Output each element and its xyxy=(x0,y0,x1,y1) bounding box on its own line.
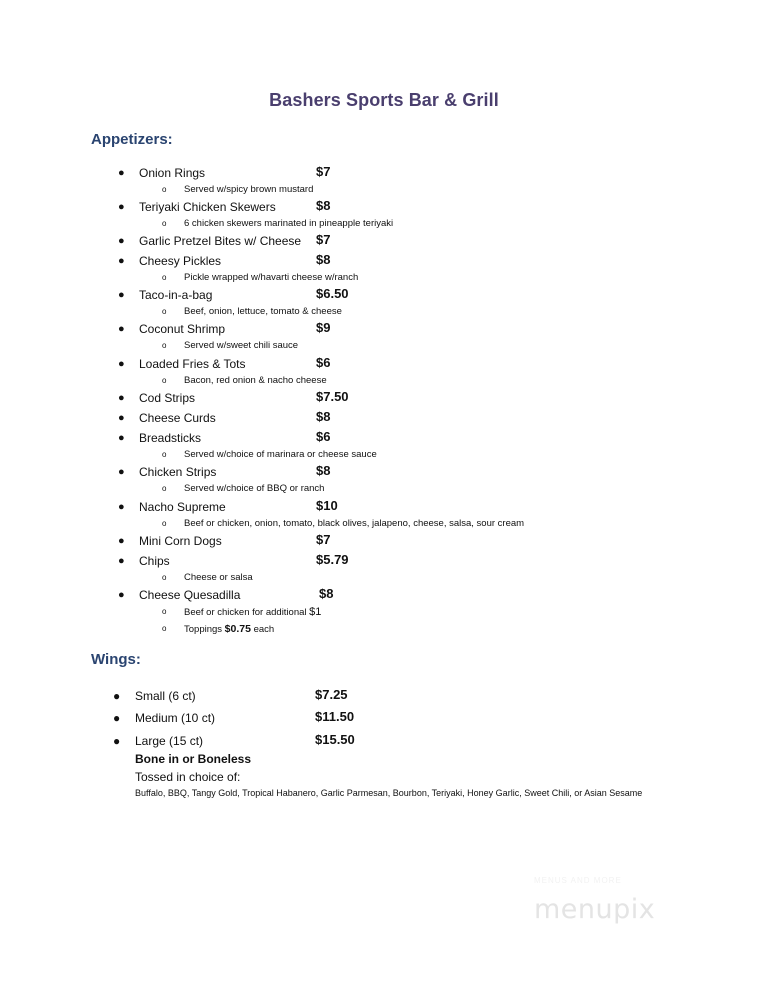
bullet-icon: ● xyxy=(118,392,125,404)
item-name: Cod Strips xyxy=(139,391,196,405)
item-name: Mini Corn Dogs xyxy=(139,534,222,548)
item-name: Cheesy Pickles xyxy=(139,254,222,268)
bullet-icon: ● xyxy=(118,412,125,424)
menu-item xyxy=(118,166,538,184)
topping-price: $0.75 xyxy=(224,623,251,635)
wing-flavors: Buffalo, BBQ, Tangy Gold, Tropical Habanero, Garlic Parmesan, Bourbon, Teriyaki, Honey Garlic, Sweet Chili, or Asian Sesame xyxy=(135,788,643,798)
bullet-icon: ● xyxy=(118,432,125,444)
item-note-text: Pickle wrapped w/havarti cheese w/ranch xyxy=(184,272,359,283)
item-price: $6 xyxy=(316,355,331,370)
item-name: Garlic Pretzel Bites w/ Cheese xyxy=(139,234,302,248)
item-note xyxy=(162,272,582,286)
menu-item xyxy=(118,357,538,375)
item-name: Breadsticks xyxy=(139,431,202,445)
item-name: Coconut Shrimp xyxy=(139,322,226,336)
item-note xyxy=(162,518,582,532)
item-price: $8 xyxy=(316,409,331,424)
menu-item xyxy=(118,288,538,306)
item-note-text: Served w/choice of marinara or cheese sauce xyxy=(184,449,377,460)
menu-item xyxy=(118,391,538,409)
bullet-icon: ● xyxy=(113,711,121,725)
item-note xyxy=(162,184,582,198)
item-note xyxy=(162,375,582,389)
wing-size xyxy=(113,734,533,752)
item-note-text xyxy=(184,606,321,618)
wings-heading: Wings: xyxy=(91,651,141,668)
item-price: $10 xyxy=(316,498,338,513)
sub-bullet-icon: o xyxy=(162,219,167,228)
item-note-text: Bacon, red onion & nacho cheese xyxy=(184,375,327,386)
item-price: $9 xyxy=(316,320,331,335)
item-name: Chips xyxy=(139,554,170,568)
bullet-icon: ● xyxy=(113,689,121,703)
bullet-icon: ● xyxy=(118,535,125,547)
wing-size-price: $15.50 xyxy=(315,732,355,747)
item-note xyxy=(162,572,582,586)
tossed-note: Tossed in choice of: xyxy=(135,770,241,784)
item-note-text: Served w/choice of BBQ or ranch xyxy=(184,483,325,494)
sub-bullet-icon: o xyxy=(162,185,167,194)
item-note-text: Served w/spicy brown mustard xyxy=(184,184,314,195)
item-note xyxy=(162,218,582,232)
item-price: $6 xyxy=(316,429,331,444)
wing-size-price: $11.50 xyxy=(315,709,355,724)
watermark-tagline: MENUS AND MORE xyxy=(534,876,622,885)
bone-option-note: Bone in or Boneless xyxy=(135,752,252,766)
bullet-icon: ● xyxy=(118,466,125,478)
addon-price: $1 xyxy=(309,606,322,618)
topping-suffix: each xyxy=(253,624,275,635)
item-name: Teriyaki Chicken Skewers xyxy=(139,200,276,214)
sub-bullet-icon: o xyxy=(162,519,167,528)
wing-size-name: Large (15 ct) xyxy=(135,734,204,748)
sub-bullet-icon: o xyxy=(162,376,167,385)
sub-bullet-icon: o xyxy=(162,450,167,459)
bullet-icon: ● xyxy=(118,555,125,567)
menu-item xyxy=(118,588,538,606)
item-name: Chicken Strips xyxy=(139,465,217,479)
bullet-icon: ● xyxy=(118,589,125,601)
bullet-icon: ● xyxy=(118,167,125,179)
item-price: $8 xyxy=(319,586,334,601)
item-price: $7 xyxy=(316,532,331,547)
sub-bullet-icon: o xyxy=(162,484,167,493)
item-note-text: Cheese or salsa xyxy=(184,572,253,583)
bullet-icon: ● xyxy=(118,235,125,247)
item-price: $8 xyxy=(316,252,331,267)
item-price: $6.50 xyxy=(316,286,349,301)
topping-label: Toppings xyxy=(184,624,223,635)
item-note-text: Served w/sweet chili sauce xyxy=(184,340,299,351)
appetizers-heading: Appetizers: xyxy=(91,131,173,148)
bullet-icon: ● xyxy=(118,501,125,513)
item-name: Onion Rings xyxy=(139,166,206,180)
item-note-text: 6 chicken skewers marinated in pineapple teriyaki xyxy=(184,218,394,229)
item-price: $8 xyxy=(316,463,331,478)
item-name: Loaded Fries & Tots xyxy=(139,357,246,371)
menu-item xyxy=(118,534,538,552)
bullet-icon: ● xyxy=(118,358,125,370)
item-name: Taco-in-a-bag xyxy=(139,288,213,302)
menu-item xyxy=(118,500,538,518)
item-name: Cheese Quesadilla xyxy=(139,588,241,602)
item-note xyxy=(162,606,582,620)
bullet-icon: ● xyxy=(118,323,125,335)
sub-bullet-icon: o xyxy=(162,573,167,582)
wing-size-name: Small (6 ct) xyxy=(135,689,196,703)
watermark-logo: menupix xyxy=(534,894,656,925)
item-price: $5.79 xyxy=(316,552,349,567)
wing-size xyxy=(113,711,533,729)
sub-bullet-icon: o xyxy=(162,307,167,316)
sub-bullet-icon: o xyxy=(162,341,167,350)
bullet-icon: ● xyxy=(118,255,125,267)
wing-size xyxy=(113,689,533,707)
item-note xyxy=(162,449,582,463)
item-name: Nacho Supreme xyxy=(139,500,226,514)
menu-item xyxy=(118,322,538,340)
menu-item xyxy=(118,234,538,252)
item-price: $7 xyxy=(316,164,331,179)
menu-item xyxy=(118,554,538,572)
item-name: Cheese Curds xyxy=(139,411,216,425)
menu-item xyxy=(118,411,538,429)
page-title: Bashers Sports Bar & Grill xyxy=(269,90,499,110)
bullet-icon: ● xyxy=(113,734,121,748)
menu-item xyxy=(118,254,538,272)
item-price: $7 xyxy=(316,232,331,247)
menu-item xyxy=(118,200,538,218)
item-note-text: Beef, onion, lettuce, tomato & cheese xyxy=(184,306,342,317)
watermark xyxy=(528,870,688,940)
item-price: $7.50 xyxy=(316,389,349,404)
addon-label: Beef or chicken for additional xyxy=(184,607,307,618)
sub-bullet-icon: o xyxy=(162,607,167,616)
item-note xyxy=(162,306,582,320)
wing-size-name: Medium (10 ct) xyxy=(135,711,216,725)
item-note-text xyxy=(184,623,274,635)
menu-item xyxy=(118,431,538,449)
item-note xyxy=(162,340,582,354)
item-note xyxy=(162,483,582,497)
sub-bullet-icon: o xyxy=(162,273,167,282)
wing-size-price: $7.25 xyxy=(315,687,348,702)
item-note xyxy=(162,623,582,637)
item-note-text: Beef or chicken, onion, tomato, black olives, jalapeno, cheese, salsa, sour cream xyxy=(184,518,525,529)
bullet-icon: ● xyxy=(118,201,125,213)
item-price: $8 xyxy=(316,198,331,213)
menu-item xyxy=(118,465,538,483)
bullet-icon: ● xyxy=(118,289,125,301)
sub-bullet-icon: o xyxy=(162,624,167,633)
